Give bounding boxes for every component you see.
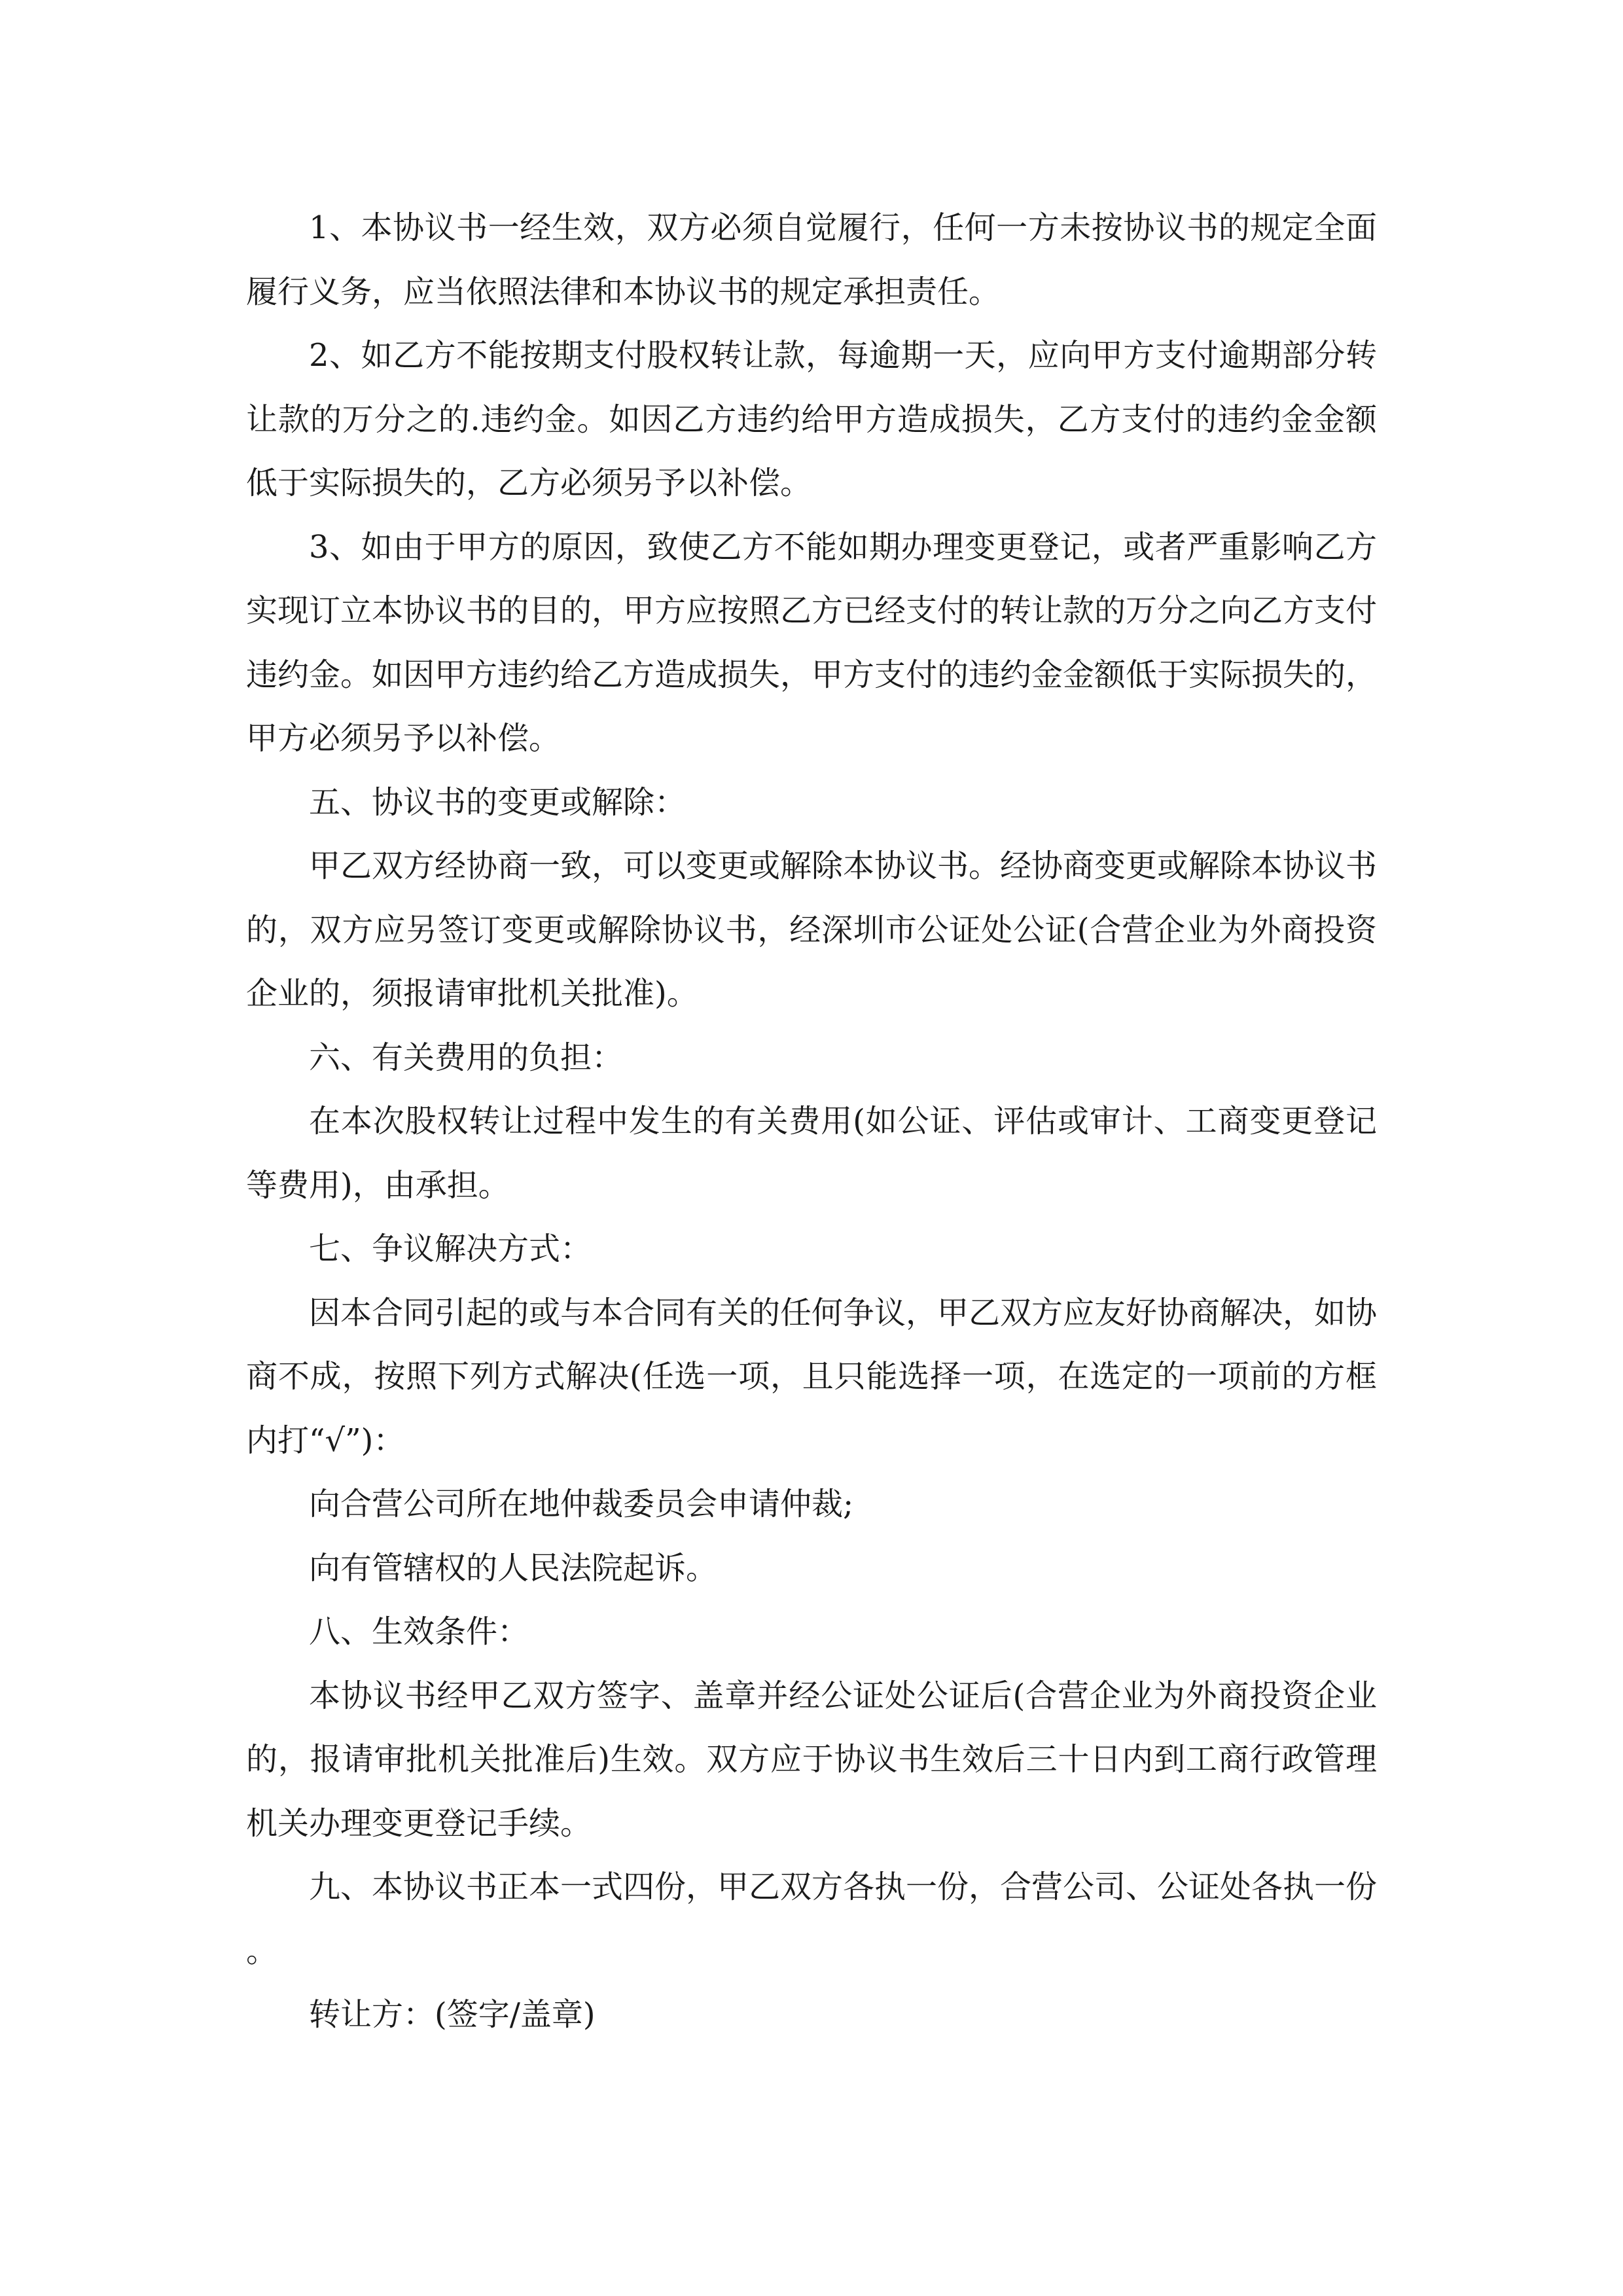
- section-9-copies: 九、本协议书正本一式四份，甲乙双方各执一份，合营公司、公证处各执一份。: [246, 1869, 1378, 1969]
- section-5-heading: 五、协议书的变更或解除：: [309, 783, 687, 821]
- dispute-option-litigation: 向有管辖权的人民法院起诉。: [309, 1549, 718, 1587]
- section-5-body: 甲乙双方经协商一致，可以变更或解除本协议书。经协商变更或解除本协议书的，双方应另签订变更或解除协议书，经深圳市公证处公证(合营企业为外商投资企业的，须报请审批机关批准)。: [246, 848, 1378, 1012]
- section-7-heading: 七、争议解决方式：: [309, 1230, 592, 1267]
- transferor-signature-line: 转让方：(签字/盖章): [309, 1996, 596, 2033]
- section-8-body: 本协议书经甲乙双方签字、盖章并经公证处公证后(合营企业为外商投资企业的，报请审批机关批准后)生效。双方应于协议书生效后三十日内到工商行政管理机关办理变更登记手续。: [246, 1677, 1377, 1842]
- section-6-body: 在本次股权转让过程中发生的有关费用(如公证、评估或审计、工商变更登记等费用)，由承担。: [246, 1103, 1377, 1204]
- clause-2-late-payment-penalty: 2、如乙方不能按期支付股权转让款，每逾期一天，应向甲方支付逾期部分转让款的万分之的.违约金。如因乙方违约给甲方造成损失，乙方支付的违约金金额低于实际损失的，乙方必须另予以补偿。: [246, 337, 1377, 501]
- section-8-heading: 八、生效条件：: [309, 1613, 529, 1650]
- clause-3-party-a-default: 3、如由于甲方的原因，致使乙方不能如期办理变更登记，或者严重影响乙方实现订立本协议书的目的，甲方应按照乙方已经支付的转让款的万分之向乙方支付违约金。如因甲方违约给乙方造成损失，甲方支付的违约金金额低于实际损失的，甲方必须另予以补偿。: [246, 528, 1378, 757]
- clause-1-liability: 1、本协议书一经生效，双方必须自觉履行，任何一方未按协议书的规定全面履行义务，应当依照法律和本协议书的规定承担责任。: [246, 209, 1377, 310]
- document-body: [246, 196, 1377, 2047]
- dispute-option-arbitration: 向合营公司所在地仲裁委员会申请仲裁;: [309, 1486, 854, 1522]
- section-7-body: 因本合同引起的或与本合同有关的任何争议，甲乙双方应友好协商解决，如协商不成，按照下列方式解决(任选一项，且只能选择一项，在选定的一项前的方框内打“√”)：: [246, 1294, 1378, 1459]
- section-6-heading: 六、有关费用的负担：: [309, 1039, 624, 1076]
